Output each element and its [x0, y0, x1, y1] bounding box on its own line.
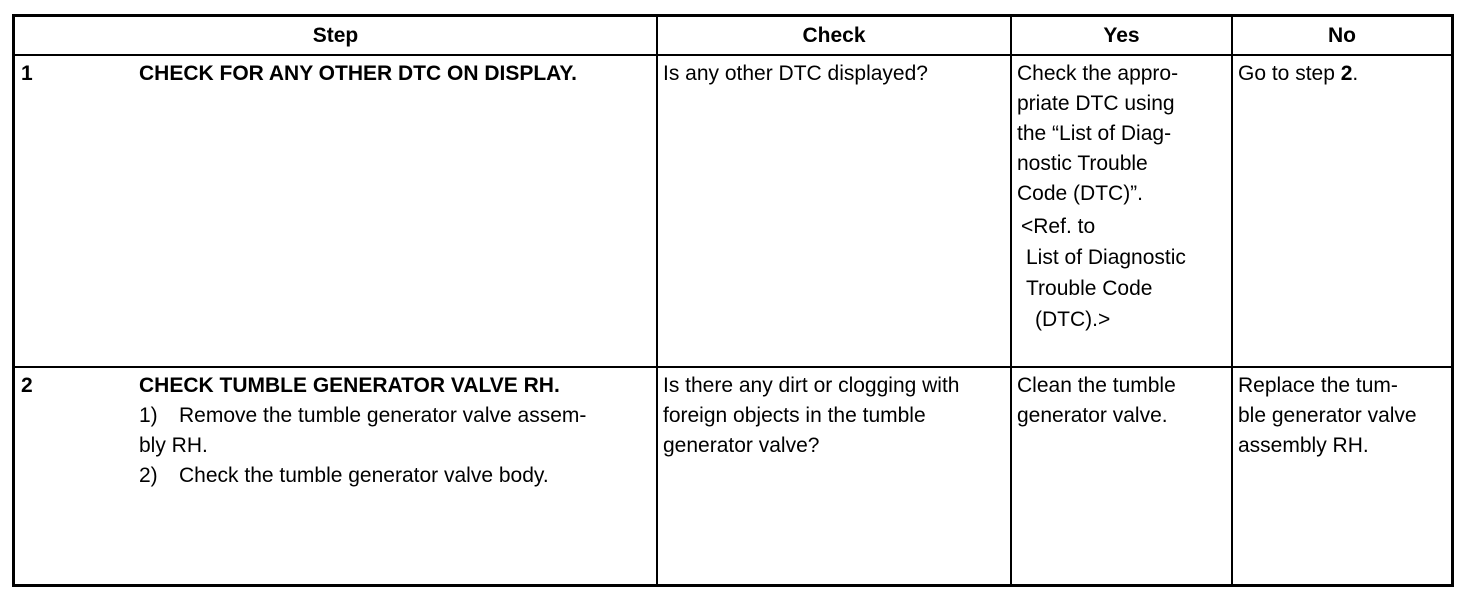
header-check: Check: [658, 17, 1012, 56]
row-2-number: 2: [21, 374, 33, 397]
row-1-title: CHECK FOR ANY OTHER DTC ON DISPLAY.: [139, 62, 577, 85]
row-1-check: [658, 56, 1012, 368]
row-1-no: [1233, 56, 1451, 368]
row-2-substep-1: [139, 401, 652, 431]
substep-number: 2): [139, 464, 158, 487]
row-1-reference: [1017, 211, 1226, 335]
row-2-no: [1233, 368, 1451, 584]
row-2-no-line: assembly RH.: [1238, 434, 1369, 457]
row-1-no-step-link: 2: [1340, 62, 1353, 85]
row-2-check-line: foreign objects in the tumble: [663, 404, 926, 427]
row-1-yes-line: priate DTC using: [1017, 92, 1175, 115]
reference-line: List of Diagnostic: [1026, 246, 1186, 269]
row-1-no-prefix: Go to step: [1238, 62, 1341, 85]
row-1-yes: [1012, 56, 1233, 368]
row-2-no-line: ble generator valve: [1238, 404, 1417, 427]
header-no: No: [1233, 17, 1451, 56]
header-yes: Yes: [1012, 17, 1233, 56]
row-2-yes-line: Clean the tumble: [1017, 374, 1176, 397]
row-1-yes-line: Code (DTC)”.: [1017, 182, 1144, 205]
row-1-yes-line: Check the appro-: [1017, 62, 1179, 85]
reference-line: (DTC).>: [1035, 308, 1111, 331]
substep-text: Check the tumble generator valve body.: [179, 464, 549, 487]
row-1-check-text: Is any other DTC displayed?: [663, 62, 928, 85]
row-2-yes: [1012, 368, 1233, 584]
substep-text: Remove the tumble generator valve assem-: [179, 404, 587, 427]
row-2-step: [15, 368, 658, 584]
substep-number: 1): [139, 404, 158, 427]
row-2-no-line: Replace the tum-: [1238, 374, 1398, 397]
row-2-yes-line: generator valve.: [1017, 404, 1168, 427]
header-step: Step: [15, 17, 658, 56]
row-1-step: [15, 56, 658, 368]
row-2-title: CHECK TUMBLE GENERATOR VALVE RH.: [139, 374, 560, 397]
reference-line: <Ref. to: [1021, 215, 1096, 238]
reference-line: Trouble Code: [1026, 277, 1153, 300]
row-2-substep-2: [139, 461, 652, 491]
row-2-check-line: generator valve?: [663, 434, 820, 457]
row-2-substep-1-continued: bly RH.: [139, 434, 208, 457]
row-2-check: [658, 368, 1012, 584]
diagnostic-table: [12, 14, 1454, 587]
row-1-yes-line: the “List of Diag-: [1017, 122, 1172, 145]
row-1-no-suffix: .: [1352, 62, 1359, 85]
row-2-check-line: Is there any dirt or clogging with: [663, 374, 960, 397]
row-1-yes-line: nostic Trouble: [1017, 152, 1148, 175]
row-1-number: 1: [21, 62, 33, 85]
